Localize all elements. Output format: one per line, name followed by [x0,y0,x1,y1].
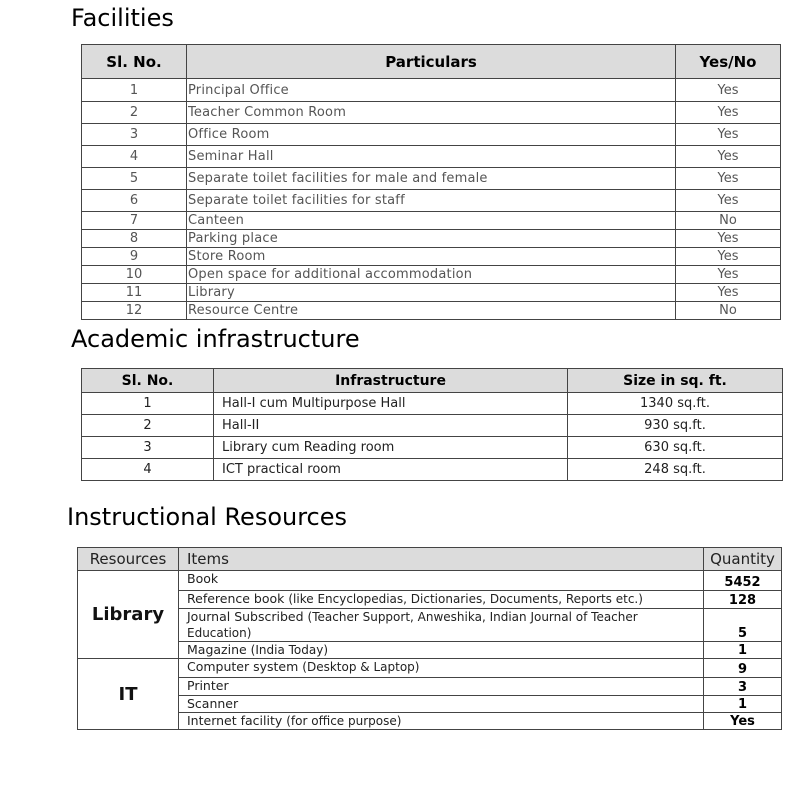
item-cell [179,696,704,713]
item-note: (Desktop & Laptop) [302,660,420,674]
sl-no-cell: 4 [82,146,187,168]
table-row [82,230,781,248]
column-header-items: Items [179,548,704,571]
sl-no-cell: 6 [82,190,187,212]
table-row [82,79,781,102]
item-cell [179,571,704,591]
sl-no-cell: 4 [82,459,214,481]
column-header-particulars: Particulars [187,45,676,79]
particular-cell: Separate toilet facilities for staff [187,190,676,212]
quantity-cell: 5 [704,609,782,642]
quantity-cell: 5452 [704,571,782,591]
size-cell: 1340 sq.ft. [568,393,783,415]
quantity-cell: 1 [704,696,782,713]
column-header-size: Size in sq. ft. [568,369,783,393]
sl-no-cell: 12 [82,302,187,320]
infrastructure-cell: ICT practical room [214,459,568,481]
sl-no-cell: 1 [82,79,187,102]
item-cell [179,609,704,642]
table-row [82,212,781,230]
column-header-resources: Resources [78,548,179,571]
particular-cell: Seminar Hall [187,146,676,168]
item-name: Journal Subscribed [187,609,304,624]
table-row [78,696,782,713]
item-name: Book [187,571,219,586]
academic-table-body [82,393,783,481]
item-cell [179,642,704,659]
table-row [82,393,783,415]
size-cell: 630 sq.ft. [568,437,783,459]
column-header-sl-no: Sl. No. [82,369,214,393]
item-cell [179,659,704,678]
particular-cell: Parking place [187,230,676,248]
yes-no-cell: Yes [676,146,781,168]
table-row [82,284,781,302]
quantity-cell: 9 [704,659,782,678]
item-cell [179,678,704,696]
resource-group-it: IT [78,659,179,730]
size-cell: 248 sq.ft. [568,459,783,481]
quantity-cell: 1 [704,642,782,659]
column-header-yes-no: Yes/No [676,45,781,79]
sl-no-cell: 11 [82,284,187,302]
sl-no-cell: 3 [82,124,187,146]
yes-no-cell: Yes [676,266,781,284]
column-header-infrastructure: Infrastructure [214,369,568,393]
yes-no-cell: Yes [676,79,781,102]
table-row [82,302,781,320]
table-row [82,266,781,284]
table-row [82,459,783,481]
item-name: Scanner [187,696,239,711]
table-row [78,659,782,678]
table-row [78,609,782,642]
instructional-resources-table [77,547,782,730]
table-row [78,713,782,730]
academic-infrastructure-table [81,368,783,481]
yes-no-cell: Yes [676,248,781,266]
sl-no-cell: 7 [82,212,187,230]
sl-no-cell: 10 [82,266,187,284]
table-row [82,124,781,146]
item-note: (India Today) [250,643,329,657]
item-name: Reference book [187,591,285,606]
sl-no-cell: 2 [82,415,214,437]
item-name: Printer [187,678,229,693]
table-row [82,102,781,124]
table-row [82,248,781,266]
infrastructure-cell: Library cum Reading room [214,437,568,459]
table-header-row [82,45,781,79]
yes-no-cell: Yes [676,230,781,248]
particular-cell: Store Room [187,248,676,266]
table-row [82,168,781,190]
yes-no-cell: No [676,302,781,320]
particular-cell: Principal Office [187,79,676,102]
yes-no-cell: Yes [676,168,781,190]
resource-group-library: Library [78,571,179,659]
quantity-cell: 3 [704,678,782,696]
sl-no-cell: 8 [82,230,187,248]
infrastructure-cell: Hall-II [214,415,568,437]
sl-no-cell: 3 [82,437,214,459]
table-row [82,190,781,212]
table-row [78,678,782,696]
facilities-table-body [82,79,781,320]
quantity-cell: 128 [704,591,782,609]
table-header-row [82,369,783,393]
item-note: (Teacher Support, Anweshika, Indian Journal of Teacher Education) [187,610,638,640]
yes-no-cell: Yes [676,102,781,124]
instructional-resources-heading: Instructional Resources [67,503,348,531]
sl-no-cell: 1 [82,393,214,415]
item-name: Internet facility [187,713,283,728]
instructional-table-body [78,571,782,730]
size-cell: 930 sq.ft. [568,415,783,437]
sl-no-cell: 9 [82,248,187,266]
table-row [82,415,783,437]
particular-cell: Resource Centre [187,302,676,320]
particular-cell: Library [187,284,676,302]
table-row [78,591,782,609]
facilities-heading: Facilities [71,4,174,32]
item-note: (like Encyclopedias, Dictionaries, Documents, Reports etc.) [288,592,643,606]
yes-no-cell: Yes [676,190,781,212]
table-row [78,571,782,591]
item-name: Magazine [187,642,247,657]
sl-no-cell: 5 [82,168,187,190]
yes-no-cell: Yes [676,284,781,302]
yes-no-cell: Yes [676,124,781,146]
table-row [82,146,781,168]
table-row [82,437,783,459]
quantity-cell: Yes [704,713,782,730]
facilities-table [81,44,781,320]
particular-cell: Canteen [187,212,676,230]
particular-cell: Teacher Common Room [187,102,676,124]
item-cell [179,713,704,730]
particular-cell: Open space for additional accommodation [187,266,676,284]
column-header-sl-no: Sl. No. [82,45,187,79]
column-header-quantity: Quantity [704,548,782,571]
item-note: (for office purpose) [286,714,402,728]
yes-no-cell: No [676,212,781,230]
table-row [78,642,782,659]
particular-cell: Office Room [187,124,676,146]
sl-no-cell: 2 [82,102,187,124]
infrastructure-cell: Hall-I cum Multipurpose Hall [214,393,568,415]
table-header-row [78,548,782,571]
item-cell [179,591,704,609]
particular-cell: Separate toilet facilities for male and female [187,168,676,190]
academic-infrastructure-heading: Academic infrastructure [71,325,360,353]
item-name: Computer system [187,659,299,674]
